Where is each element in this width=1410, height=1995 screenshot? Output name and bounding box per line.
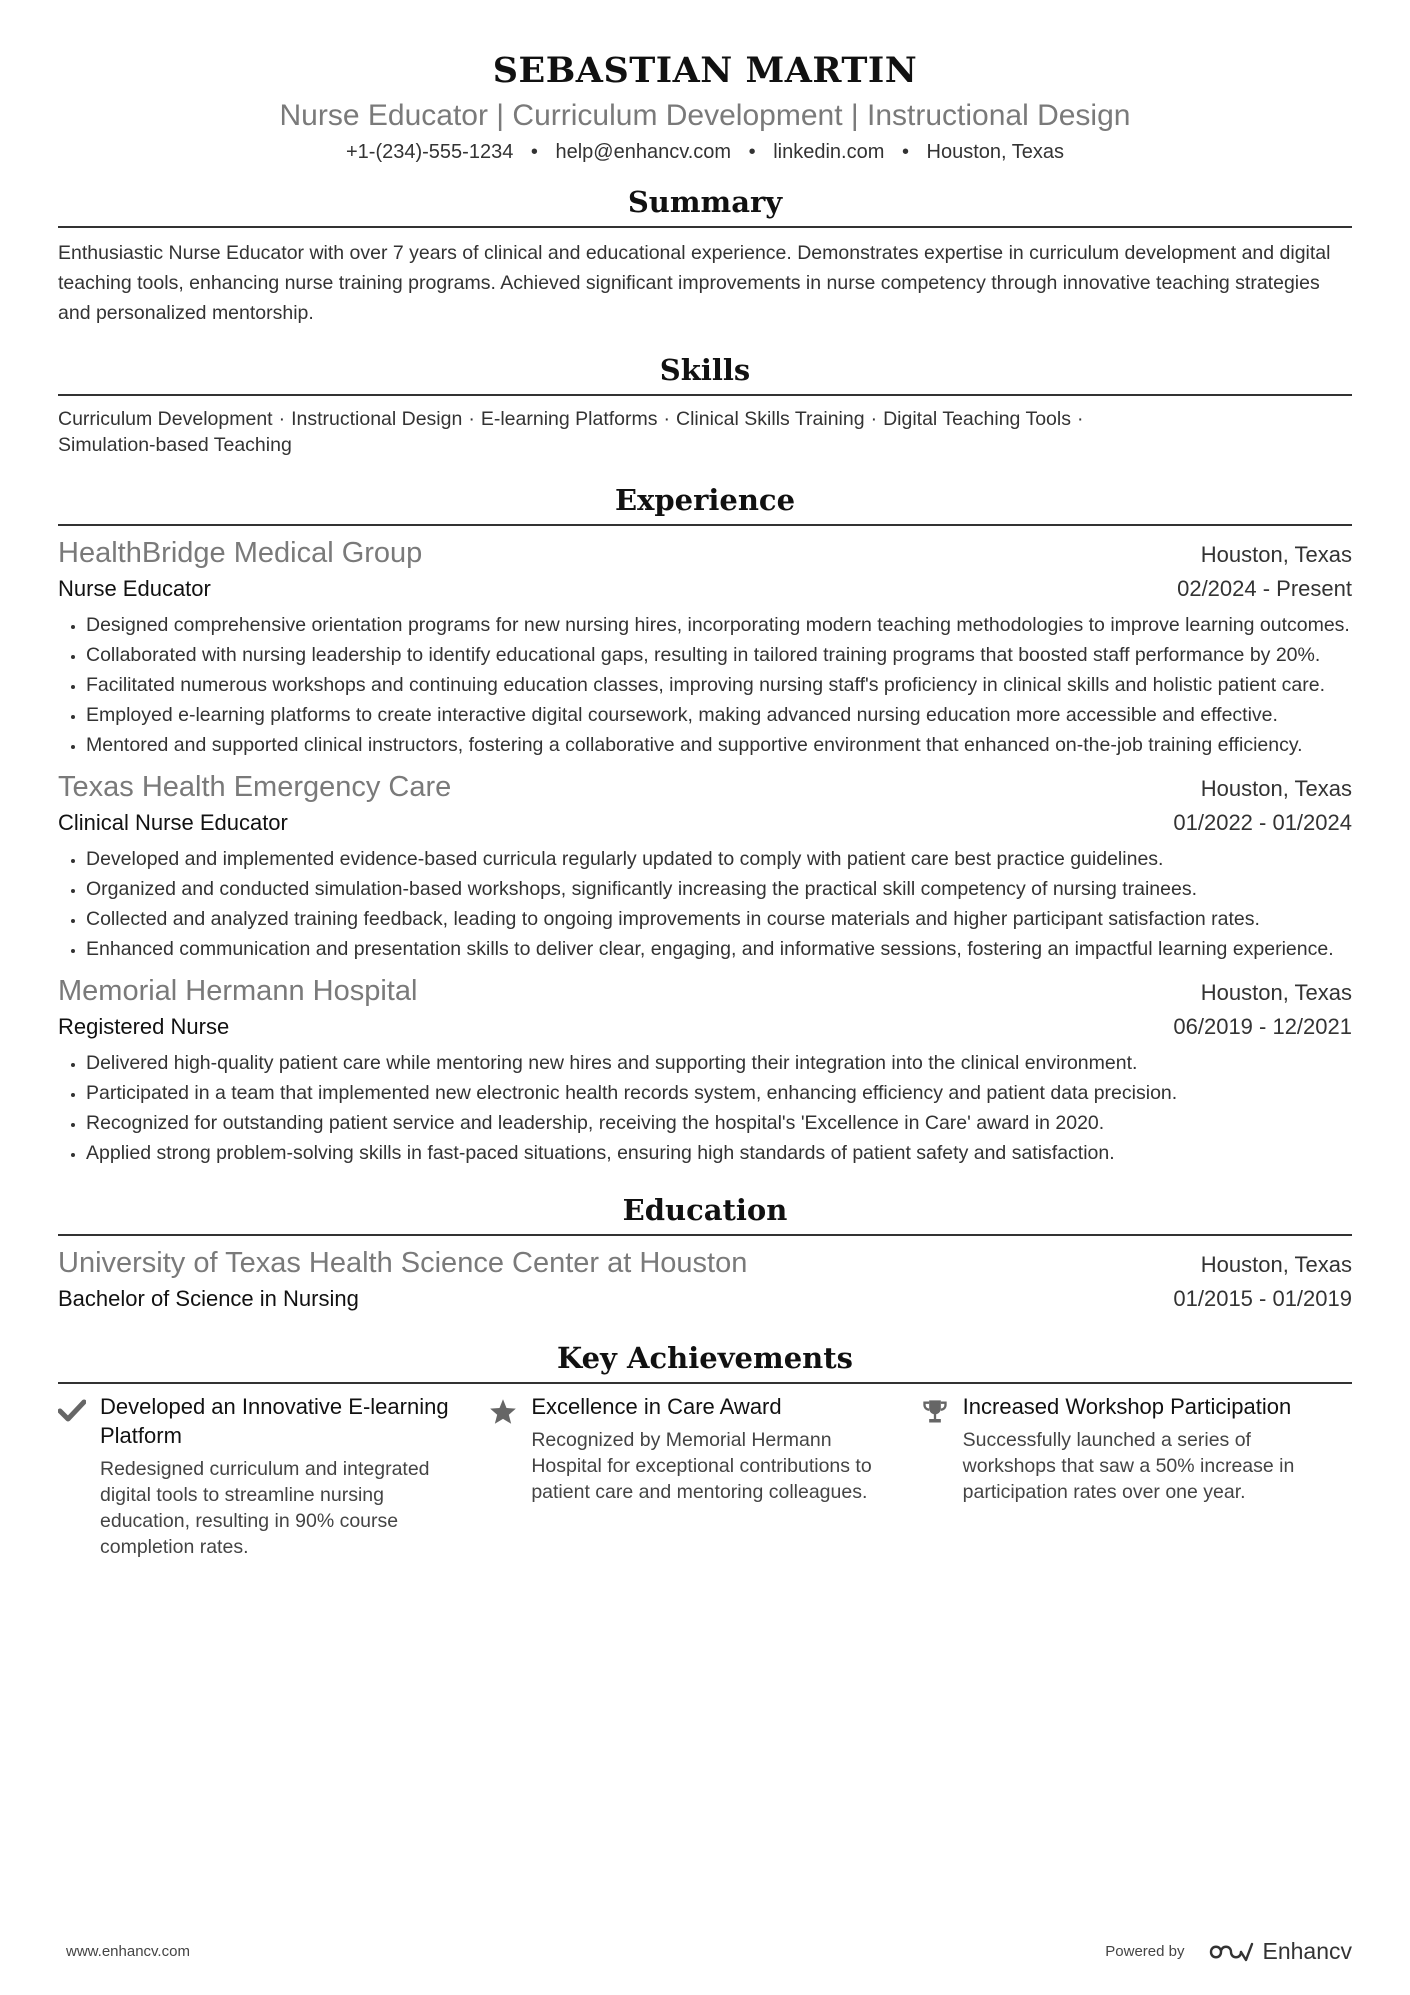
section-divider [58, 1234, 1352, 1236]
skill-item: E-learning Platforms [480, 408, 658, 430]
degree: Bachelor of Science in Nursing [58, 1286, 359, 1311]
skill-item: Clinical Skills Training [676, 408, 865, 430]
achievements-section [58, 1338, 1352, 1560]
section-title-experience: Experience [614, 483, 796, 517]
company-name: HealthBridge Medical Group [58, 537, 423, 569]
skill-separator: · [870, 408, 878, 430]
skills-section [58, 350, 1352, 458]
summary-text: Enthusiastic Nurse Educator with over 7 years of clinical and educational experience. Demonstrates expertise in curriculum development and digital teaching tools, enhancing nurse training programs. Achieved significant improvements in nurse competency through innovative teaching strategies and personalized mentorship. [58, 242, 1331, 324]
bullet-item: • Designed comprehensive orientation programs for new nursing hires, incorporating modern teaching methodologies to improve learning outcomes. [86, 610, 1352, 640]
bullet-item: • Facilitated numerous workshops and continuing education classes, improving nursing staff's proficiency in clinical skills and holistic patient care. [86, 670, 1352, 700]
skill-item: Digital Teaching Tools [883, 408, 1071, 430]
contact-line [58, 138, 1352, 166]
company-name: Memorial Hermann Hospital [58, 975, 418, 1007]
skill-separator: · [468, 408, 475, 430]
bullet-item: • Enhanced communication and presentation skills to deliver clear, engaging, and informative sessions, fostering an impactful learning experience. [86, 934, 1352, 964]
achievement-title: Developed an Innovative E-learning Platform [100, 1394, 449, 1448]
section-divider [58, 1382, 1352, 1384]
footer-url[interactable]: www.enhancv.com [66, 1943, 190, 1960]
job-location: Houston, Texas [1200, 980, 1352, 1005]
star-icon [489, 1392, 531, 1560]
section-title-education: Education [622, 1193, 788, 1227]
phone: +1-(234)-555-1234 [345, 141, 514, 163]
achievement-title: Increased Workshop Participation [962, 1394, 1292, 1419]
job-dates: 06/2019 - 12/2021 [1173, 1014, 1352, 1039]
bullet-item: • Employed e-learning platforms to create interactive digital coursework, making advanced nursing education more accessible and effective. [86, 700, 1352, 730]
section-divider [58, 394, 1352, 396]
bullet-item: • Collected and analyzed training feedback, leading to ongoing improvements in course materials and higher participant satisfaction rates. [86, 904, 1352, 934]
bullet-item: • Developed and implemented evidence-based curricula regularly updated to comply with patient care best practice guidelines. [86, 844, 1352, 874]
company-name: Texas Health Emergency Care [58, 771, 452, 803]
job-dates: 02/2024 - Present [1177, 576, 1352, 601]
skill-item: Simulation-based Teaching [58, 434, 292, 456]
job-bullets [58, 610, 1352, 760]
achievement-description: Redesigned curriculum and integrated digital tools to streamline nursing education, resulting in 90% course completion rates. [100, 1458, 430, 1558]
powered-by-label: Powered by [1105, 1943, 1185, 1960]
section-divider [58, 226, 1352, 228]
education-dates: 01/2015 - 01/2019 [1173, 1286, 1352, 1311]
contact-separator: • [530, 141, 538, 163]
skills-list [58, 406, 1352, 458]
powered-by [1105, 1938, 1352, 1965]
bullet-item: • Organized and conducted simulation-based workshops, significantly increasing the practical skill competency of nursing trainees. [86, 874, 1352, 904]
email[interactable]: help@enhancv.com [555, 141, 732, 163]
headline: Nurse Educator | Curriculum Development | Instructional Design [279, 99, 1131, 132]
check-icon [58, 1392, 100, 1560]
skill-item: Instructional Design [291, 408, 463, 430]
trophy-icon [921, 1392, 963, 1560]
contact-separator: • [901, 141, 909, 163]
bullet-item: • Mentored and supported clinical instructors, fostering a collaborative and supportive environment that enhanced on-the-job training efficiency. [86, 730, 1352, 760]
job-bullets [58, 1048, 1352, 1168]
skill-item: Curriculum Development [58, 408, 273, 430]
bullet-item: • Applied strong problem-solving skills in fast-paced situations, ensuring high standards of patient safety and satisfaction. [86, 1138, 1352, 1168]
job-title: Nurse Educator [58, 576, 211, 601]
section-divider [58, 524, 1352, 526]
page-footer [66, 1938, 1352, 1965]
achievement-title: Excellence in Care Award [531, 1394, 782, 1419]
job-entry [58, 534, 1352, 760]
skill-separator: · [1076, 408, 1084, 430]
achievement-description: Recognized by Memorial Hermann Hospital for exceptional contributions to patient care and mentoring colleagues. [531, 1429, 872, 1503]
linkedin[interactable]: linkedin.com [773, 141, 885, 163]
candidate-name: SEBASTIAN MARTIN [492, 50, 918, 91]
brand-name: Enhancv [1262, 1938, 1352, 1964]
enhancv-logo[interactable] [1208, 1938, 1352, 1965]
school-name: University of Texas Health Science Center at Houston [58, 1247, 748, 1279]
achievement-item [489, 1392, 920, 1560]
bullet-item: • Delivered high-quality patient care while mentoring new hires and supporting their integration into the clinical environment. [86, 1048, 1352, 1078]
achievement-description: Successfully launched a series of workshops that saw a 50% increase in participation rates over one year. [962, 1429, 1295, 1503]
job-location: Houston, Texas [1200, 776, 1352, 801]
job-dates: 01/2022 - 01/2024 [1173, 810, 1352, 835]
section-title-achievements: Key Achievements [557, 1341, 853, 1375]
skill-separator: · [663, 408, 670, 430]
school-location: Houston, Texas [1200, 1252, 1352, 1277]
summary-section [58, 182, 1352, 328]
bullet-item: • Collaborated with nursing leadership to identify educational gaps, resulting in tailored training programs that boosted staff performance by 20%. [86, 640, 1352, 670]
enhancv-logo-icon [1208, 1940, 1254, 1964]
job-bullets [58, 844, 1352, 964]
bullet-item: • Recognized for outstanding patient service and leadership, receiving the hospital's 'Excellence in Care' award in 2020. [86, 1108, 1352, 1138]
experience-section [58, 480, 1352, 1168]
education-section [58, 1190, 1352, 1316]
job-title: Clinical Nurse Educator [58, 810, 288, 835]
job-location: Houston, Texas [1200, 542, 1352, 567]
location: Houston, Texas [926, 141, 1065, 163]
job-entry [58, 768, 1352, 964]
achievement-item [921, 1392, 1352, 1560]
contact-separator: • [748, 141, 756, 163]
skill-separator: · [278, 408, 286, 430]
section-title-summary: Summary [627, 185, 783, 219]
bullet-item: • Participated in a team that implemented new electronic health records system, enhancing efficiency and patient data precision. [86, 1078, 1352, 1108]
job-title: Registered Nurse [58, 1014, 230, 1039]
achievement-item [58, 1392, 489, 1560]
job-entry [58, 972, 1352, 1168]
section-title-skills: Skills [659, 353, 751, 387]
resume-header [58, 48, 1352, 166]
education-entry [58, 1244, 1352, 1316]
